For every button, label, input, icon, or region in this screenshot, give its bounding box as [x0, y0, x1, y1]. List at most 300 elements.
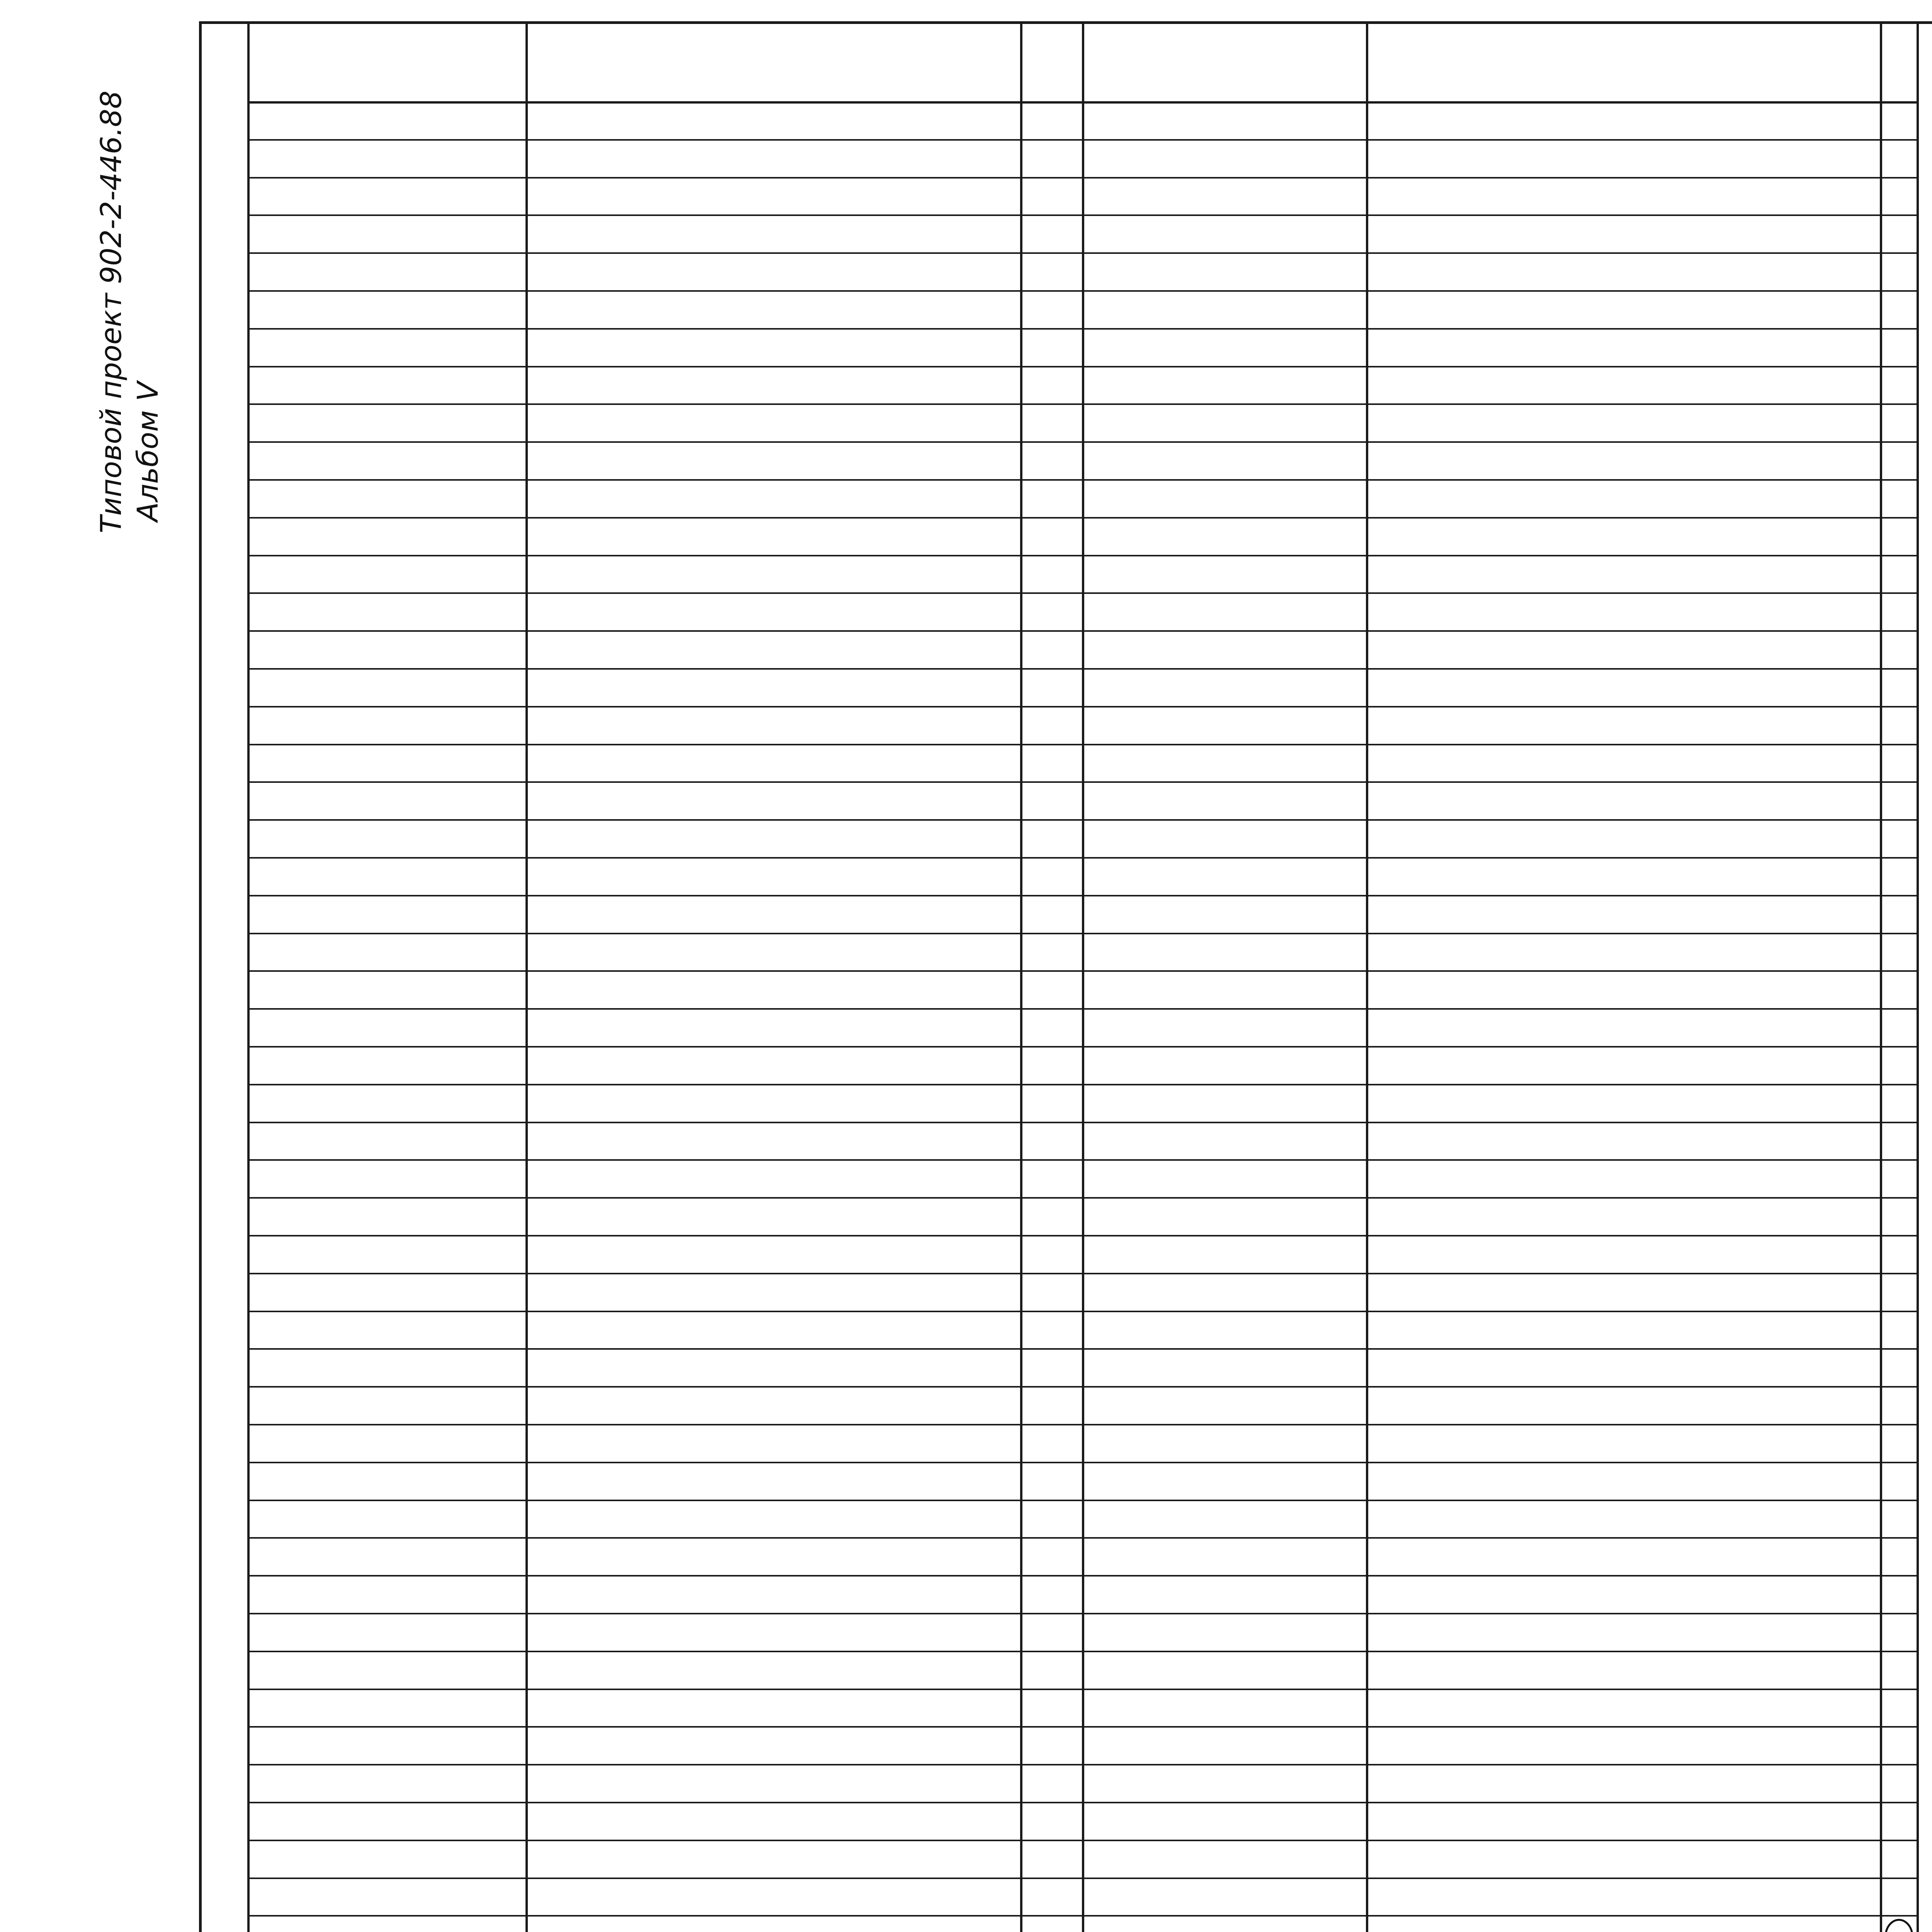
right-row-name — [1374, 218, 1877, 251]
left-row-name — [534, 1767, 1017, 1800]
right-row-name — [1374, 1351, 1877, 1384]
right-row-page — [1881, 822, 1915, 855]
left-row-designation — [256, 558, 522, 591]
left-row-designation — [256, 1200, 522, 1233]
left-row-page — [1022, 1314, 1080, 1347]
right-row-designation — [1090, 936, 1363, 969]
right-row-name — [1374, 595, 1877, 629]
left-row-designation — [256, 898, 522, 931]
left-row-page — [1022, 180, 1080, 213]
row-line — [247, 1537, 1917, 1539]
right-row-designation — [1090, 1087, 1363, 1120]
left-row-name — [534, 444, 1017, 478]
row-line — [247, 1764, 1917, 1765]
right-row-designation — [1090, 1767, 1363, 1800]
left-row-name — [534, 1351, 1017, 1384]
row-line — [247, 970, 1917, 972]
right-row-name — [1374, 1238, 1877, 1271]
header-bottom-line — [247, 101, 1917, 104]
left-row-designation — [256, 595, 522, 629]
left-row-designation — [256, 822, 522, 855]
right-row-name — [1374, 860, 1877, 893]
right-row-name — [1374, 1692, 1877, 1725]
left-row-name — [534, 898, 1017, 931]
right-row-page — [1881, 1200, 1915, 1233]
right-row-page — [1881, 1276, 1915, 1309]
right-row-page — [1881, 406, 1915, 440]
row-line — [247, 479, 1917, 481]
right-row-page — [1881, 633, 1915, 667]
column-line — [247, 21, 250, 1932]
left-row-designation — [256, 255, 522, 289]
left-row-page — [1022, 1087, 1080, 1120]
right-row-designation — [1090, 1843, 1363, 1876]
left-row-page — [1022, 1389, 1080, 1422]
left-row-designation — [256, 1389, 522, 1422]
left-row-designation — [256, 936, 522, 969]
left-row-name — [534, 406, 1017, 440]
right-row-name — [1374, 1578, 1877, 1611]
left-row-page — [1022, 1729, 1080, 1762]
right-row-name — [1374, 180, 1877, 213]
left-row-page — [1022, 595, 1080, 629]
left-row-page — [1022, 747, 1080, 780]
left-row-designation — [256, 444, 522, 478]
header-name-right — [1374, 43, 1872, 85]
right-row-name — [1374, 1389, 1877, 1422]
left-row-designation — [256, 369, 522, 402]
left-row-page — [1022, 331, 1080, 364]
left-row-page — [1022, 1692, 1080, 1725]
left-row-page — [1022, 293, 1080, 327]
left-row-designation — [256, 1881, 522, 1914]
right-row-name — [1374, 369, 1877, 402]
right-row-name — [1374, 1087, 1877, 1120]
left-row-designation — [256, 142, 522, 175]
left-row-name — [534, 1049, 1017, 1082]
left-row-name — [534, 1427, 1017, 1460]
right-row-page — [1881, 595, 1915, 629]
row-line — [247, 1915, 1917, 1917]
left-row-page — [1022, 218, 1080, 251]
row-line — [247, 1159, 1917, 1161]
left-row-page — [1022, 709, 1080, 742]
header-page-right — [1881, 27, 1915, 97]
right-row-page — [1881, 1503, 1915, 1536]
right-row-page — [1881, 1314, 1915, 1347]
right-row-page — [1881, 1351, 1915, 1384]
left-row-page — [1022, 1540, 1080, 1573]
right-row-designation — [1090, 1200, 1363, 1233]
left-row-designation — [256, 860, 522, 893]
right-row-designation — [1090, 973, 1363, 1007]
right-row-designation — [1090, 822, 1363, 855]
left-row-designation — [256, 1427, 522, 1460]
left-row-name — [534, 520, 1017, 553]
left-row-name — [534, 1314, 1017, 1347]
left-row-name — [534, 671, 1017, 704]
left-row-name — [534, 784, 1017, 818]
right-row-designation — [1090, 1692, 1363, 1725]
left-row-page — [1022, 784, 1080, 818]
row-line — [247, 1462, 1917, 1463]
right-row-page — [1881, 1049, 1915, 1082]
left-row-designation — [256, 1162, 522, 1196]
right-row-page — [1881, 1805, 1915, 1838]
left-row-page — [1022, 255, 1080, 289]
row-line — [247, 1348, 1917, 1350]
right-row-designation — [1090, 369, 1363, 402]
row-line — [247, 252, 1917, 254]
left-row-designation — [256, 709, 522, 742]
left-row-designation — [256, 1049, 522, 1082]
left-row-page — [1022, 936, 1080, 969]
right-row-designation — [1090, 520, 1363, 553]
right-row-page — [1881, 973, 1915, 1007]
right-row-designation — [1090, 1011, 1363, 1044]
right-row-page — [1881, 1125, 1915, 1158]
right-row-page — [1881, 1465, 1915, 1498]
left-row-name — [534, 104, 1017, 138]
left-row-designation — [256, 1843, 522, 1876]
right-row-designation — [1090, 444, 1363, 478]
right-row-page — [1881, 558, 1915, 591]
right-row-name — [1374, 1200, 1877, 1233]
right-row-name — [1374, 898, 1877, 931]
right-row-page — [1881, 898, 1915, 931]
right-row-designation — [1090, 406, 1363, 440]
left-row-name — [534, 1729, 1017, 1762]
right-row-name — [1374, 331, 1877, 364]
right-row-designation — [1090, 1125, 1363, 1158]
right-row-name — [1374, 936, 1877, 969]
right-row-page — [1881, 1389, 1915, 1422]
left-row-designation — [256, 482, 522, 515]
left-row-page — [1022, 520, 1080, 553]
row-line — [247, 214, 1917, 216]
row-line — [247, 517, 1917, 519]
right-row-page — [1881, 860, 1915, 893]
left-row-page — [1022, 1200, 1080, 1233]
right-row-name — [1374, 1767, 1877, 1800]
left-row-designation — [256, 973, 522, 1007]
right-row-page — [1881, 331, 1915, 364]
left-row-page — [1022, 1654, 1080, 1687]
right-row-designation — [1090, 1465, 1363, 1498]
right-row-designation — [1090, 860, 1363, 893]
left-row-name — [534, 1881, 1017, 1914]
left-row-name — [534, 1578, 1017, 1611]
right-row-designation — [1090, 1314, 1363, 1347]
right-row-page — [1881, 1578, 1915, 1611]
right-row-page — [1881, 1616, 1915, 1649]
row-line — [247, 1235, 1917, 1236]
left-row-name — [534, 1276, 1017, 1309]
right-row-name — [1374, 1049, 1877, 1082]
left-row-designation — [256, 1125, 522, 1158]
right-row-name — [1374, 1881, 1877, 1914]
left-row-page — [1022, 444, 1080, 478]
right-row-designation — [1090, 331, 1363, 364]
header-designation-right — [1090, 43, 1358, 85]
row-line — [247, 1878, 1917, 1879]
left-row-name — [534, 331, 1017, 364]
column-line — [1366, 21, 1368, 1932]
left-row-name — [534, 1805, 1017, 1838]
right-row-page — [1881, 218, 1915, 251]
left-row-name — [534, 1200, 1017, 1233]
row-line — [247, 744, 1917, 745]
right-row-designation — [1090, 1389, 1363, 1422]
right-row-page — [1881, 1087, 1915, 1120]
left-row-designation — [256, 406, 522, 440]
left-row-designation — [256, 1465, 522, 1498]
right-row-name — [1374, 784, 1877, 818]
right-row-name — [1374, 633, 1877, 667]
left-row-designation — [256, 1314, 522, 1347]
row-line — [247, 1386, 1917, 1388]
left-row-name — [534, 1389, 1017, 1422]
row-line — [247, 1840, 1917, 1841]
left-row-page — [1022, 369, 1080, 402]
row-line — [247, 1197, 1917, 1199]
left-row-page — [1022, 1918, 1080, 1932]
right-row-name — [1374, 255, 1877, 289]
right-row-designation — [1090, 1049, 1363, 1082]
right-row-designation — [1090, 1881, 1363, 1914]
right-row-page — [1881, 1427, 1915, 1460]
right-row-name — [1374, 1125, 1877, 1158]
right-row-name — [1374, 1540, 1877, 1573]
header-designation — [255, 43, 518, 85]
right-row-designation — [1090, 255, 1363, 289]
left-row-page — [1022, 1616, 1080, 1649]
left-row-page — [1022, 1276, 1080, 1309]
left-row-page — [1022, 1162, 1080, 1196]
right-row-page — [1881, 444, 1915, 478]
right-row-name — [1374, 973, 1877, 1007]
left-row-name — [534, 1503, 1017, 1536]
right-row-designation — [1090, 784, 1363, 818]
left-row-name — [534, 747, 1017, 780]
left-row-page — [1022, 1125, 1080, 1158]
left-row-designation — [256, 331, 522, 364]
row-line — [247, 781, 1917, 783]
right-row-page — [1881, 1692, 1915, 1725]
left-row-name — [534, 1692, 1017, 1725]
right-row-designation — [1090, 1805, 1363, 1838]
right-row-name — [1374, 822, 1877, 855]
row-line — [247, 1122, 1917, 1123]
row-line — [247, 592, 1917, 594]
left-row-page — [1022, 1767, 1080, 1800]
left-row-page — [1022, 1578, 1080, 1611]
left-row-designation — [256, 633, 522, 667]
left-row-name — [534, 1616, 1017, 1649]
right-row-name — [1374, 671, 1877, 704]
right-row-page — [1881, 1654, 1915, 1687]
right-row-name — [1374, 1843, 1877, 1876]
left-row-name — [534, 1125, 1017, 1158]
row-line — [247, 1689, 1917, 1690]
right-row-name — [1374, 1805, 1877, 1838]
left-row-name — [534, 1238, 1017, 1271]
row-line — [247, 857, 1917, 859]
left-row-page — [1022, 1049, 1080, 1082]
row-line — [247, 1046, 1917, 1048]
right-row-name — [1374, 1654, 1877, 1687]
left-row-page — [1022, 1238, 1080, 1271]
row-line — [247, 1084, 1917, 1085]
left-row-page — [1022, 633, 1080, 667]
right-row-page — [1881, 936, 1915, 969]
row-line — [247, 1726, 1917, 1728]
row-line — [247, 1575, 1917, 1577]
left-row-name — [534, 558, 1017, 591]
row-line — [247, 177, 1917, 179]
left-row-designation — [256, 1011, 522, 1044]
column-line — [526, 21, 528, 1932]
right-row-name — [1374, 1616, 1877, 1649]
right-row-designation — [1090, 1276, 1363, 1309]
right-row-designation — [1090, 293, 1363, 327]
right-row-page — [1881, 1540, 1915, 1573]
right-row-designation — [1090, 218, 1363, 251]
left-row-name — [534, 1918, 1017, 1932]
right-row-designation — [1090, 1503, 1363, 1536]
left-row-page — [1022, 1881, 1080, 1914]
right-row-page — [1881, 369, 1915, 402]
right-row-page — [1881, 520, 1915, 553]
right-row-page — [1881, 1238, 1915, 1271]
left-row-page — [1022, 822, 1080, 855]
right-row-page — [1881, 784, 1915, 818]
right-row-designation — [1090, 747, 1363, 780]
column-line — [1917, 21, 1919, 1932]
left-row-page — [1022, 1465, 1080, 1498]
left-row-name — [534, 1843, 1017, 1876]
left-row-name — [534, 1654, 1017, 1687]
left-row-page — [1022, 898, 1080, 931]
right-row-name — [1374, 444, 1877, 478]
left-row-page — [1022, 973, 1080, 1007]
right-row-page — [1881, 104, 1915, 138]
left-row-name — [534, 973, 1017, 1007]
right-row-name — [1374, 709, 1877, 742]
row-line — [247, 933, 1917, 934]
left-row-designation — [256, 1238, 522, 1271]
left-row-name — [534, 293, 1017, 327]
left-row-designation — [256, 1578, 522, 1611]
row-line — [247, 1802, 1917, 1803]
right-row-designation — [1090, 633, 1363, 667]
row-line — [247, 1311, 1917, 1312]
left-row-page — [1022, 860, 1080, 893]
left-row-designation — [256, 1918, 522, 1932]
left-row-name — [534, 218, 1017, 251]
left-row-designation — [256, 1692, 522, 1725]
right-row-designation — [1090, 180, 1363, 213]
header-page — [1022, 27, 1080, 97]
left-row-name — [534, 1465, 1017, 1498]
right-row-designation — [1090, 558, 1363, 591]
left-row-name — [534, 709, 1017, 742]
left-row-name — [534, 369, 1017, 402]
row-line — [247, 706, 1917, 707]
left-row-page — [1022, 558, 1080, 591]
left-row-designation — [256, 1540, 522, 1573]
row-line — [247, 1613, 1917, 1614]
right-row-page — [1881, 1011, 1915, 1044]
right-row-designation — [1090, 1540, 1363, 1573]
left-row-designation — [256, 1767, 522, 1800]
right-row-name — [1374, 747, 1877, 780]
left-row-name — [534, 142, 1017, 175]
right-row-designation — [1090, 482, 1363, 515]
right-row-page — [1881, 1767, 1915, 1800]
right-row-designation — [1090, 104, 1363, 138]
right-row-designation — [1090, 1729, 1363, 1762]
row-line — [247, 290, 1917, 292]
right-row-designation — [1090, 709, 1363, 742]
row-line — [247, 1500, 1917, 1501]
row-line — [247, 895, 1917, 896]
left-row-designation — [256, 671, 522, 704]
right-row-page — [1881, 1881, 1915, 1914]
right-row-name — [1374, 1465, 1877, 1498]
left-row-name — [534, 1087, 1017, 1120]
left-row-page — [1022, 142, 1080, 175]
left-row-name — [534, 482, 1017, 515]
right-row-page — [1881, 747, 1915, 780]
left-row-name — [534, 822, 1017, 855]
left-row-designation — [256, 1616, 522, 1649]
left-row-page — [1022, 1351, 1080, 1384]
right-row-designation — [1090, 1238, 1363, 1271]
right-row-name — [1374, 142, 1877, 175]
right-row-designation — [1090, 898, 1363, 931]
right-row-name — [1374, 1503, 1877, 1536]
row-line — [247, 555, 1917, 556]
left-row-page — [1022, 1805, 1080, 1838]
right-row-designation — [1090, 1351, 1363, 1384]
left-row-designation — [256, 1503, 522, 1536]
right-row-designation — [1090, 1616, 1363, 1649]
right-row-name — [1374, 1162, 1877, 1196]
right-row-page — [1881, 142, 1915, 175]
right-row-name — [1374, 406, 1877, 440]
left-row-page — [1022, 104, 1080, 138]
row-line — [247, 441, 1917, 443]
left-row-designation — [256, 520, 522, 553]
left-row-name — [534, 936, 1017, 969]
side-title-album: Альбом V — [131, 381, 165, 522]
left-row-designation — [256, 104, 522, 138]
column-line — [1082, 21, 1084, 1932]
left-row-designation — [256, 1351, 522, 1384]
left-row-page — [1022, 1427, 1080, 1460]
right-row-name — [1374, 293, 1877, 327]
row-line — [247, 328, 1917, 330]
right-row-name — [1374, 1011, 1877, 1044]
right-row-name — [1374, 558, 1877, 591]
left-row-designation — [256, 1087, 522, 1120]
right-row-name — [1374, 104, 1877, 138]
left-row-name — [534, 255, 1017, 289]
row-line — [247, 139, 1917, 141]
header-top-line — [247, 21, 1917, 24]
left-row-designation — [256, 747, 522, 780]
